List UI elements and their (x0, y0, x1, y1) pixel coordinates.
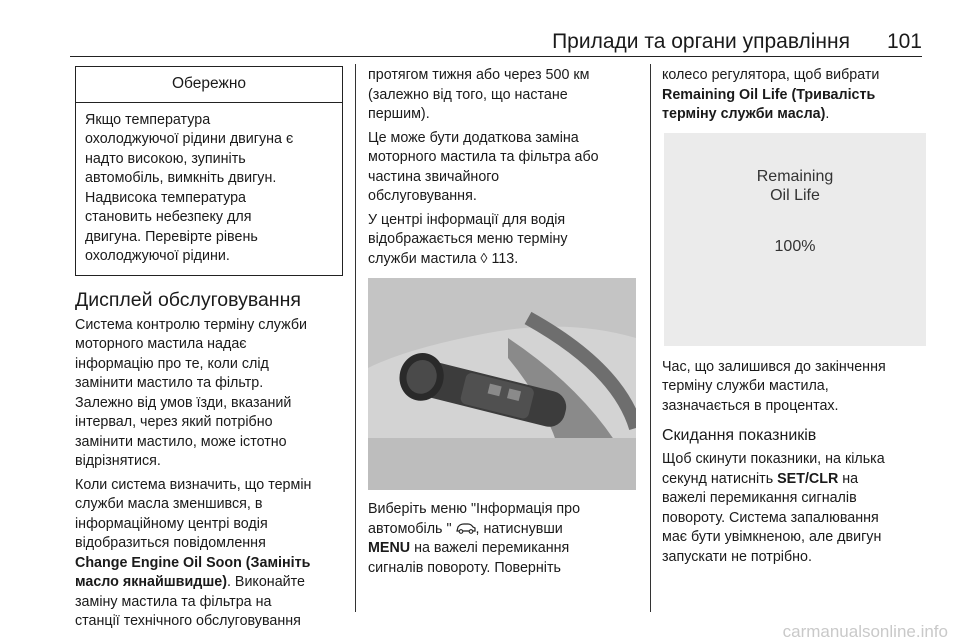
paragraph-oil-life-system: Система контролю терміну служби моторного мастила надає інформацію про те, коли слід замінити мастило та фільтр. Залежно від умов їзди, вказаний інтервал, через який потрібно замінити мастило, може істотно відрізнятися. (75, 316, 307, 469)
column-divider-2 (650, 64, 651, 612)
caution-text: Якщо температура охолоджуючої рідини двигуна є надто високою, зупиніть автомобіль, вимкніть двигун. Надвисока температура становить небезпеку для двигуна. Перевірте рівень охолоджуючої рідини. (85, 111, 294, 264)
column-1 (75, 66, 343, 636)
paragraph-menu-reference (368, 211, 636, 270)
paragraph-text: Виберіть меню "Інформація про автомобіль " (368, 501, 581, 537)
paragraph-text: . Виконайте заміну мастила та фільтра на станції технічного обслуговування (75, 574, 305, 629)
message-change-oil-soon: Change Engine Oil Soon (Замініть масло якнайшвидше) (75, 554, 311, 590)
paragraph-text: У центрі інформації для водія відображається меню терміну служби мастила (368, 211, 568, 267)
page-title: Прилади та органи управління (552, 30, 850, 53)
paragraph-text: Щоб скинути показники, на кілька секунд натисніть (662, 451, 885, 487)
paragraph-within-week: протягом тижня або через 500 км (залежно від того, що настане першим). (368, 67, 590, 122)
caution-title: Обережно (76, 67, 342, 103)
paragraph-text: на важелі перемикання сигналів повороту. Система запалювання має бути увімкненою, але двигун запускати не потрібно. (662, 470, 882, 565)
paragraph-text: Коли система визначить, що термін служби масла зменшився, в інформаційному центрі водія відобразиться повідомлення (75, 476, 312, 551)
display-value: 100% (774, 237, 816, 255)
paragraph-select-menu (368, 500, 636, 578)
car-info-icon (456, 521, 476, 533)
watermark: carmanualsonline.info (782, 622, 948, 641)
header-rule (70, 56, 922, 57)
display-title: Remaining Oil Life (756, 167, 834, 204)
column-2 (368, 66, 636, 582)
column-divider-1 (355, 64, 356, 612)
paragraph-text: . (825, 106, 830, 122)
page-number: 101 (886, 30, 922, 53)
paragraph-oil-change-message (75, 476, 343, 632)
paragraph-remaining-percent: Час, що залишився до закінчення терміну служби мастила, зазначається в процентах. (662, 358, 886, 414)
turn-signal-lever-photo (368, 278, 636, 490)
paragraph-text: колесо регулятора, щоб вибрати (662, 67, 880, 83)
paragraph-text: на важелі перемикання сигналів повороту. Поверніть (368, 540, 570, 576)
page-header (70, 30, 922, 58)
section-heading-reset: Скидання показників (662, 427, 817, 444)
page-reference[interactable]: 113. (487, 250, 519, 267)
page-reference-icon: ◊ (480, 250, 488, 267)
lever-illustration (368, 278, 636, 490)
paragraph-additional-change: Це може бути додаткова заміна моторного мастила та фільтра або частина звичайного обслуговування. (368, 129, 599, 204)
column-3 (662, 66, 930, 571)
paragraph-select-remaining-oil (662, 66, 930, 125)
paragraph-text: , натиснувши (475, 520, 563, 537)
menu-button-label: MENU (368, 540, 411, 556)
oil-life-display (664, 133, 926, 346)
paragraph-reset-instructions (662, 450, 930, 567)
menu-item-remaining-oil-life: Remaining Oil Life (Тривалість терміну служби масла) (662, 86, 876, 122)
section-heading-service-display: Дисплей обслуговування (75, 288, 301, 311)
set-clr-button-label: SET/CLR (777, 470, 839, 487)
caution-box (75, 66, 343, 276)
